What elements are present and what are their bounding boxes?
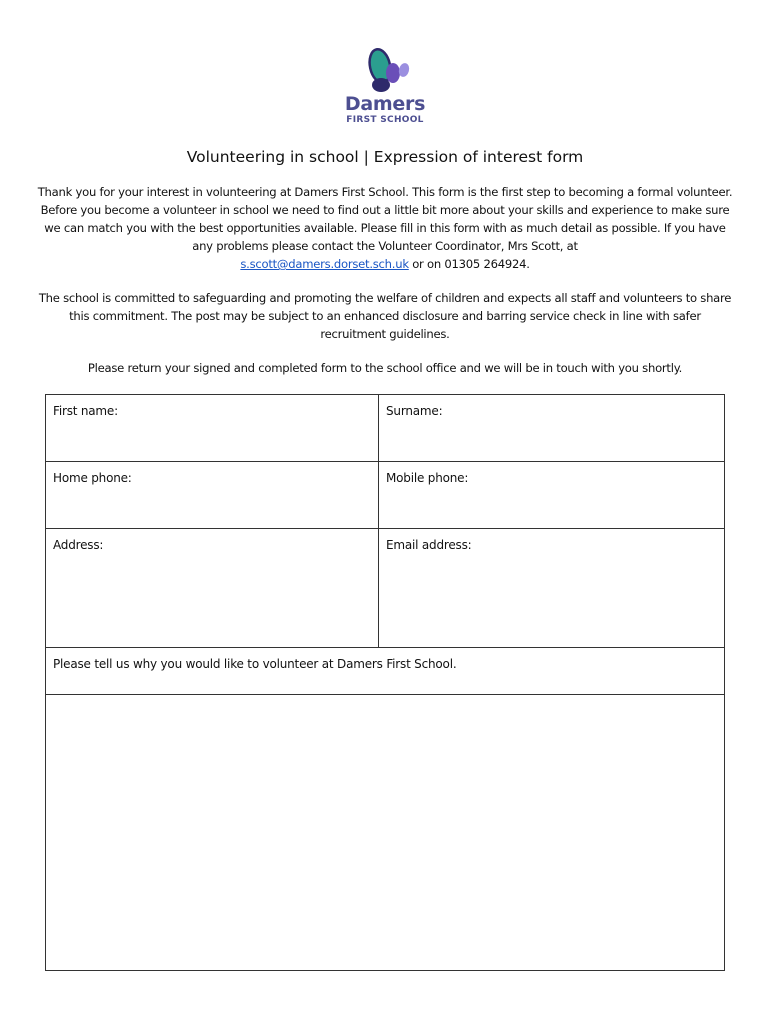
surname-field[interactable]: [379, 395, 724, 461]
school-logo: [340, 44, 430, 128]
return-note: Please return your signed and completed form to the school office and we will be in touch with you shortly.: [87, 361, 683, 375]
form-row-contact: [46, 529, 724, 648]
volunteer-form: [45, 394, 725, 971]
email-address-field[interactable]: [379, 529, 724, 647]
home-phone-field[interactable]: [46, 462, 379, 528]
why-volunteer-answer-box[interactable]: [46, 695, 724, 970]
coordinator-phone: or on 01305 264924.: [412, 257, 530, 271]
logo-mark: [340, 44, 430, 96]
email-address-label: Email address:: [386, 538, 472, 552]
coordinator-email-link[interactable]: s.scott@damers.dorset.sch.uk: [240, 257, 409, 271]
logo-name: Damers: [344, 93, 426, 115]
safeguarding-paragraph: The school is committed to safeguarding and promoting the welfare of children and expects all staff and volunteers to share this commitment. The post may be subject to an enhanced disclosure and barring service check in line with safer recruitment guidelines.: [38, 291, 732, 341]
first-name-label: First name:: [53, 404, 118, 418]
form-row-why-heading: [46, 648, 724, 695]
logo-petal-dark: [372, 78, 390, 92]
address-label: Address:: [53, 538, 104, 552]
mobile-phone-field[interactable]: [379, 462, 724, 528]
form-row-phones: [46, 462, 724, 529]
why-volunteer-label: Please tell us why you would like to volunteer at Damers First School.: [53, 657, 457, 671]
intro-paragraph: [36, 183, 734, 273]
logo-subtitle: FIRST SCHOOL: [346, 115, 424, 125]
surname-label: Surname:: [386, 404, 443, 418]
why-volunteer-prompt: [46, 648, 724, 694]
logo-petal-purple: [386, 63, 400, 83]
page-title: Volunteering in school | Expression of interest form: [186, 148, 584, 166]
address-field[interactable]: [46, 529, 379, 647]
mobile-phone-label: Mobile phone:: [386, 471, 469, 485]
intro-text: Thank you for your interest in volunteering at Damers First School. This form is the first step to becoming a formal volunteer. Before you become a volunteer in school we need to find out a little bit more about your skills and experience to make sure we can match you with the best opportunities available. Please fill in this form with as much detail as possible. If you have any problems please contact the Volunteer Coordinator, Mrs Scott, at: [37, 185, 733, 253]
home-phone-label: Home phone:: [53, 471, 132, 485]
first-name-field[interactable]: [46, 395, 379, 461]
form-row-names: [46, 395, 724, 462]
